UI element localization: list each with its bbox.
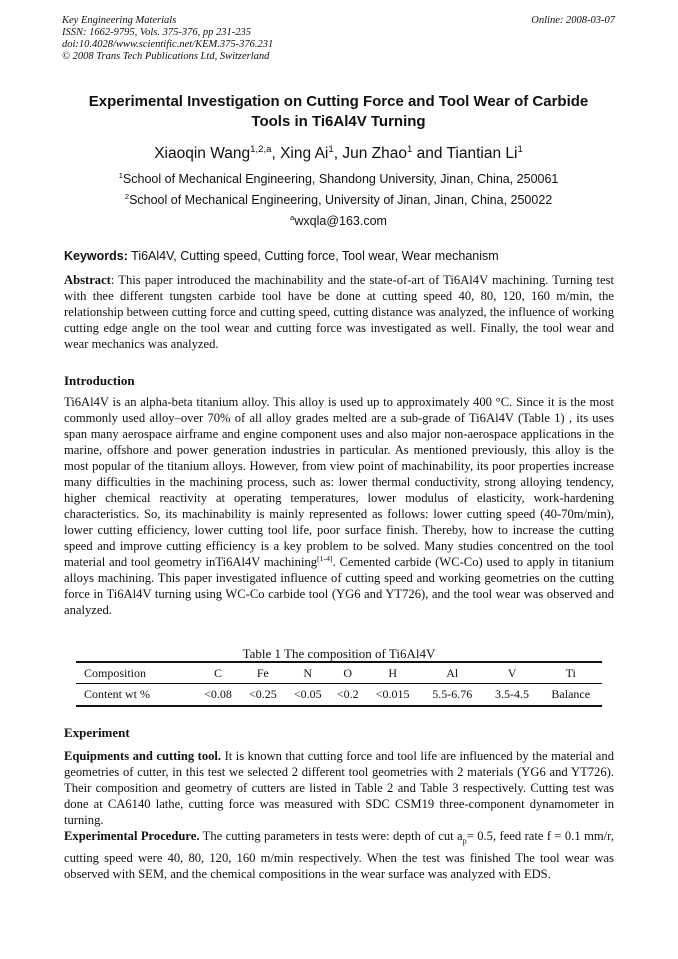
abstract-text: : This paper introduced the machinability and the state-of-art of Ti6Al4V machining. Turning test with thee different tungsten carbide tool have be done at cutting speed 40, 80, 120, 160 m/min, the relationship between cutting force and cutting speed, cutting distance was analyzed, the influence of working cutting edge angle on the tool wear and cutting force was investigated as well. Finally, the tool wear and wear mechanics was analyzed. <box>64 273 614 351</box>
author-sep: and <box>412 145 447 162</box>
author-sep: , <box>333 145 343 162</box>
author-name: Xing Ai <box>280 145 329 162</box>
author-sup: 1 <box>517 143 523 155</box>
table-cell: <0.2 <box>330 684 365 707</box>
affiliation-sup: 1 <box>118 170 123 180</box>
table-header-cell: Composition <box>76 662 196 684</box>
table-cell: 5.5-6.76 <box>420 684 485 707</box>
procedure-subscript: p <box>462 836 467 846</box>
table-header-cell: H <box>365 662 420 684</box>
table-header-cell: Al <box>420 662 485 684</box>
email-text: wxqla@163.com <box>294 214 387 228</box>
paper-title <box>62 92 615 132</box>
author-email <box>62 214 615 228</box>
title-line-2: Tools in Ti6Al4V Turning <box>251 113 426 130</box>
table-header-cell: V <box>485 662 540 684</box>
issn-line: ISSN: 1662-9795, Vols. 375-376, pp 231-235 <box>62 27 251 38</box>
equipment-label: Equipments and cutting tool. <box>64 749 222 763</box>
equipment-paragraph <box>64 748 614 828</box>
table-header-cell: Ti <box>539 662 602 684</box>
table-cell: <0.015 <box>365 684 420 707</box>
table-cell: <0.08 <box>196 684 241 707</box>
abstract-label: Abstract <box>64 273 111 287</box>
intro-text-part1: Ti6Al4V is an alpha-beta titanium alloy. This alloy is used up to approximately 400 °C. Since it is the most commonly used alloy–over 70% of all alloy grades melted are a sub-grade of Ti6Al4V (Table 1) , its uses span many aerospace airframe and engine component uses and also major non-aerospace applications in the marine, offshore and power generation industries in particular. As mentioned previously, this alloy is the most popular of the titanium alloys. However, from view point of machinability, its poor properties increase many difficulties in the machining process, such as: lower thermal conductivity, strong alloying tendency, higher chemical reactivity at operating temperatures, lower modulus of elasticity, work-hardening characteristics. So, its machinability is mainly represented as follows: lower cutting speed (40-70m/min), lower cutting efficiency, lower cutting tool life, poor surface finish. Thereby, how to increase the cutting speed and improve cutting efficiency is a key problem to be solved. Many studies concentred on the tool material and tool geometry inTi6Al4V machining <box>64 395 614 569</box>
author-name: Xiaoqin Wang <box>154 145 251 162</box>
author-sup: 1 <box>406 143 413 155</box>
keywords-text: Ti6Al4V, Cutting speed, Cutting force, Tool wear, Wear mechanism <box>127 249 499 263</box>
title-line-1: Experimental Investigation on Cutting Force and Tool Wear of Carbide <box>88 93 589 110</box>
intro-text-part2: . Cemented carbide (WC-Co) used to apply in titanium alloys machining. This paper investigated influence of cutting speed and working geometries on the cutting force in Ti6Al4V turning using WC-Co carbide tool (YG6 and YT726), and the tool wear was observed and analyzed. <box>64 555 614 617</box>
author-name: Tiantian Li <box>446 145 518 162</box>
table-header-cell: N <box>285 662 330 684</box>
procedure-label: Experimental Procedure. <box>64 829 200 843</box>
keywords <box>64 249 615 263</box>
affiliation-sup: 2 <box>124 191 130 201</box>
table-cell: <0.05 <box>285 684 330 707</box>
author-name: Jun Zhao <box>342 145 407 162</box>
introduction-heading: Introduction <box>64 373 135 388</box>
table-header-cell: Fe <box>240 662 285 684</box>
doi-line: doi:10.4028/www.scientific.net/KEM.375-376.231 <box>62 39 274 50</box>
table-cell: <0.25 <box>240 684 285 707</box>
author-list <box>62 145 615 163</box>
table-row <box>76 684 602 707</box>
author-sup: 1,2,a <box>250 143 272 155</box>
table-cell: Content wt % <box>76 684 196 707</box>
table-header-row <box>76 662 602 684</box>
journal-header <box>62 15 615 63</box>
author-sup: 1 <box>328 143 334 155</box>
abstract <box>64 272 614 352</box>
affiliation-1 <box>62 172 615 186</box>
copyright-line: © 2008 Trans Tech Publications Ltd, Switzerland <box>62 51 270 62</box>
author-sep: , <box>271 145 281 162</box>
affiliation-2 <box>62 193 615 207</box>
procedure-text-a: The cutting parameters in tests were: depth of cut a <box>199 829 463 843</box>
table-header-cell: O <box>330 662 365 684</box>
table-caption: Table 1 The composition of Ti6Al4V <box>242 646 436 661</box>
procedure-text-b: = 0.5, feed rate f = 0.1 mm/r, cutting speed were 40, 80, 120, 160 m/min respectively. When the test was finished The tool wear was observed with SEM, and the chemical compositions in the wear surface was analyzed with EDS. <box>64 829 614 881</box>
introduction-text <box>64 394 614 618</box>
composition-table <box>76 661 602 707</box>
online-date: Online: 2008-03-07 <box>531 15 615 26</box>
table-header-cell: C <box>196 662 241 684</box>
table-cell: 3.5-4.5 <box>485 684 540 707</box>
email-sup: a <box>290 212 295 222</box>
experiment-heading: Experiment <box>64 725 130 740</box>
keywords-label: Keywords: <box>64 249 128 263</box>
equipment-text: It is known that cutting force and tool life are influenced by the material and geometries of cutter, in this test we selected 2 different tool geometries with 2 materials (YG6 and YT726). Their composition and geometry of cutters are listed in Table 2 and Table 3 respectively. Cutting test was done at CA6140 lathe, cutting force was measured with SDC CSM19 three-component dynamometer in turning. <box>64 749 614 827</box>
journal-name: Key Engineering Materials <box>62 15 177 26</box>
procedure-paragraph <box>64 828 614 882</box>
citation-ref: [1-4] <box>317 553 333 563</box>
table-cell: Balance <box>539 684 602 707</box>
affiliation-text: School of Mechanical Engineering, University of Jinan, Jinan, China, 250022 <box>129 193 553 207</box>
affiliation-text: School of Mechanical Engineering, Shandong University, Jinan, China, 250061 <box>122 172 559 186</box>
